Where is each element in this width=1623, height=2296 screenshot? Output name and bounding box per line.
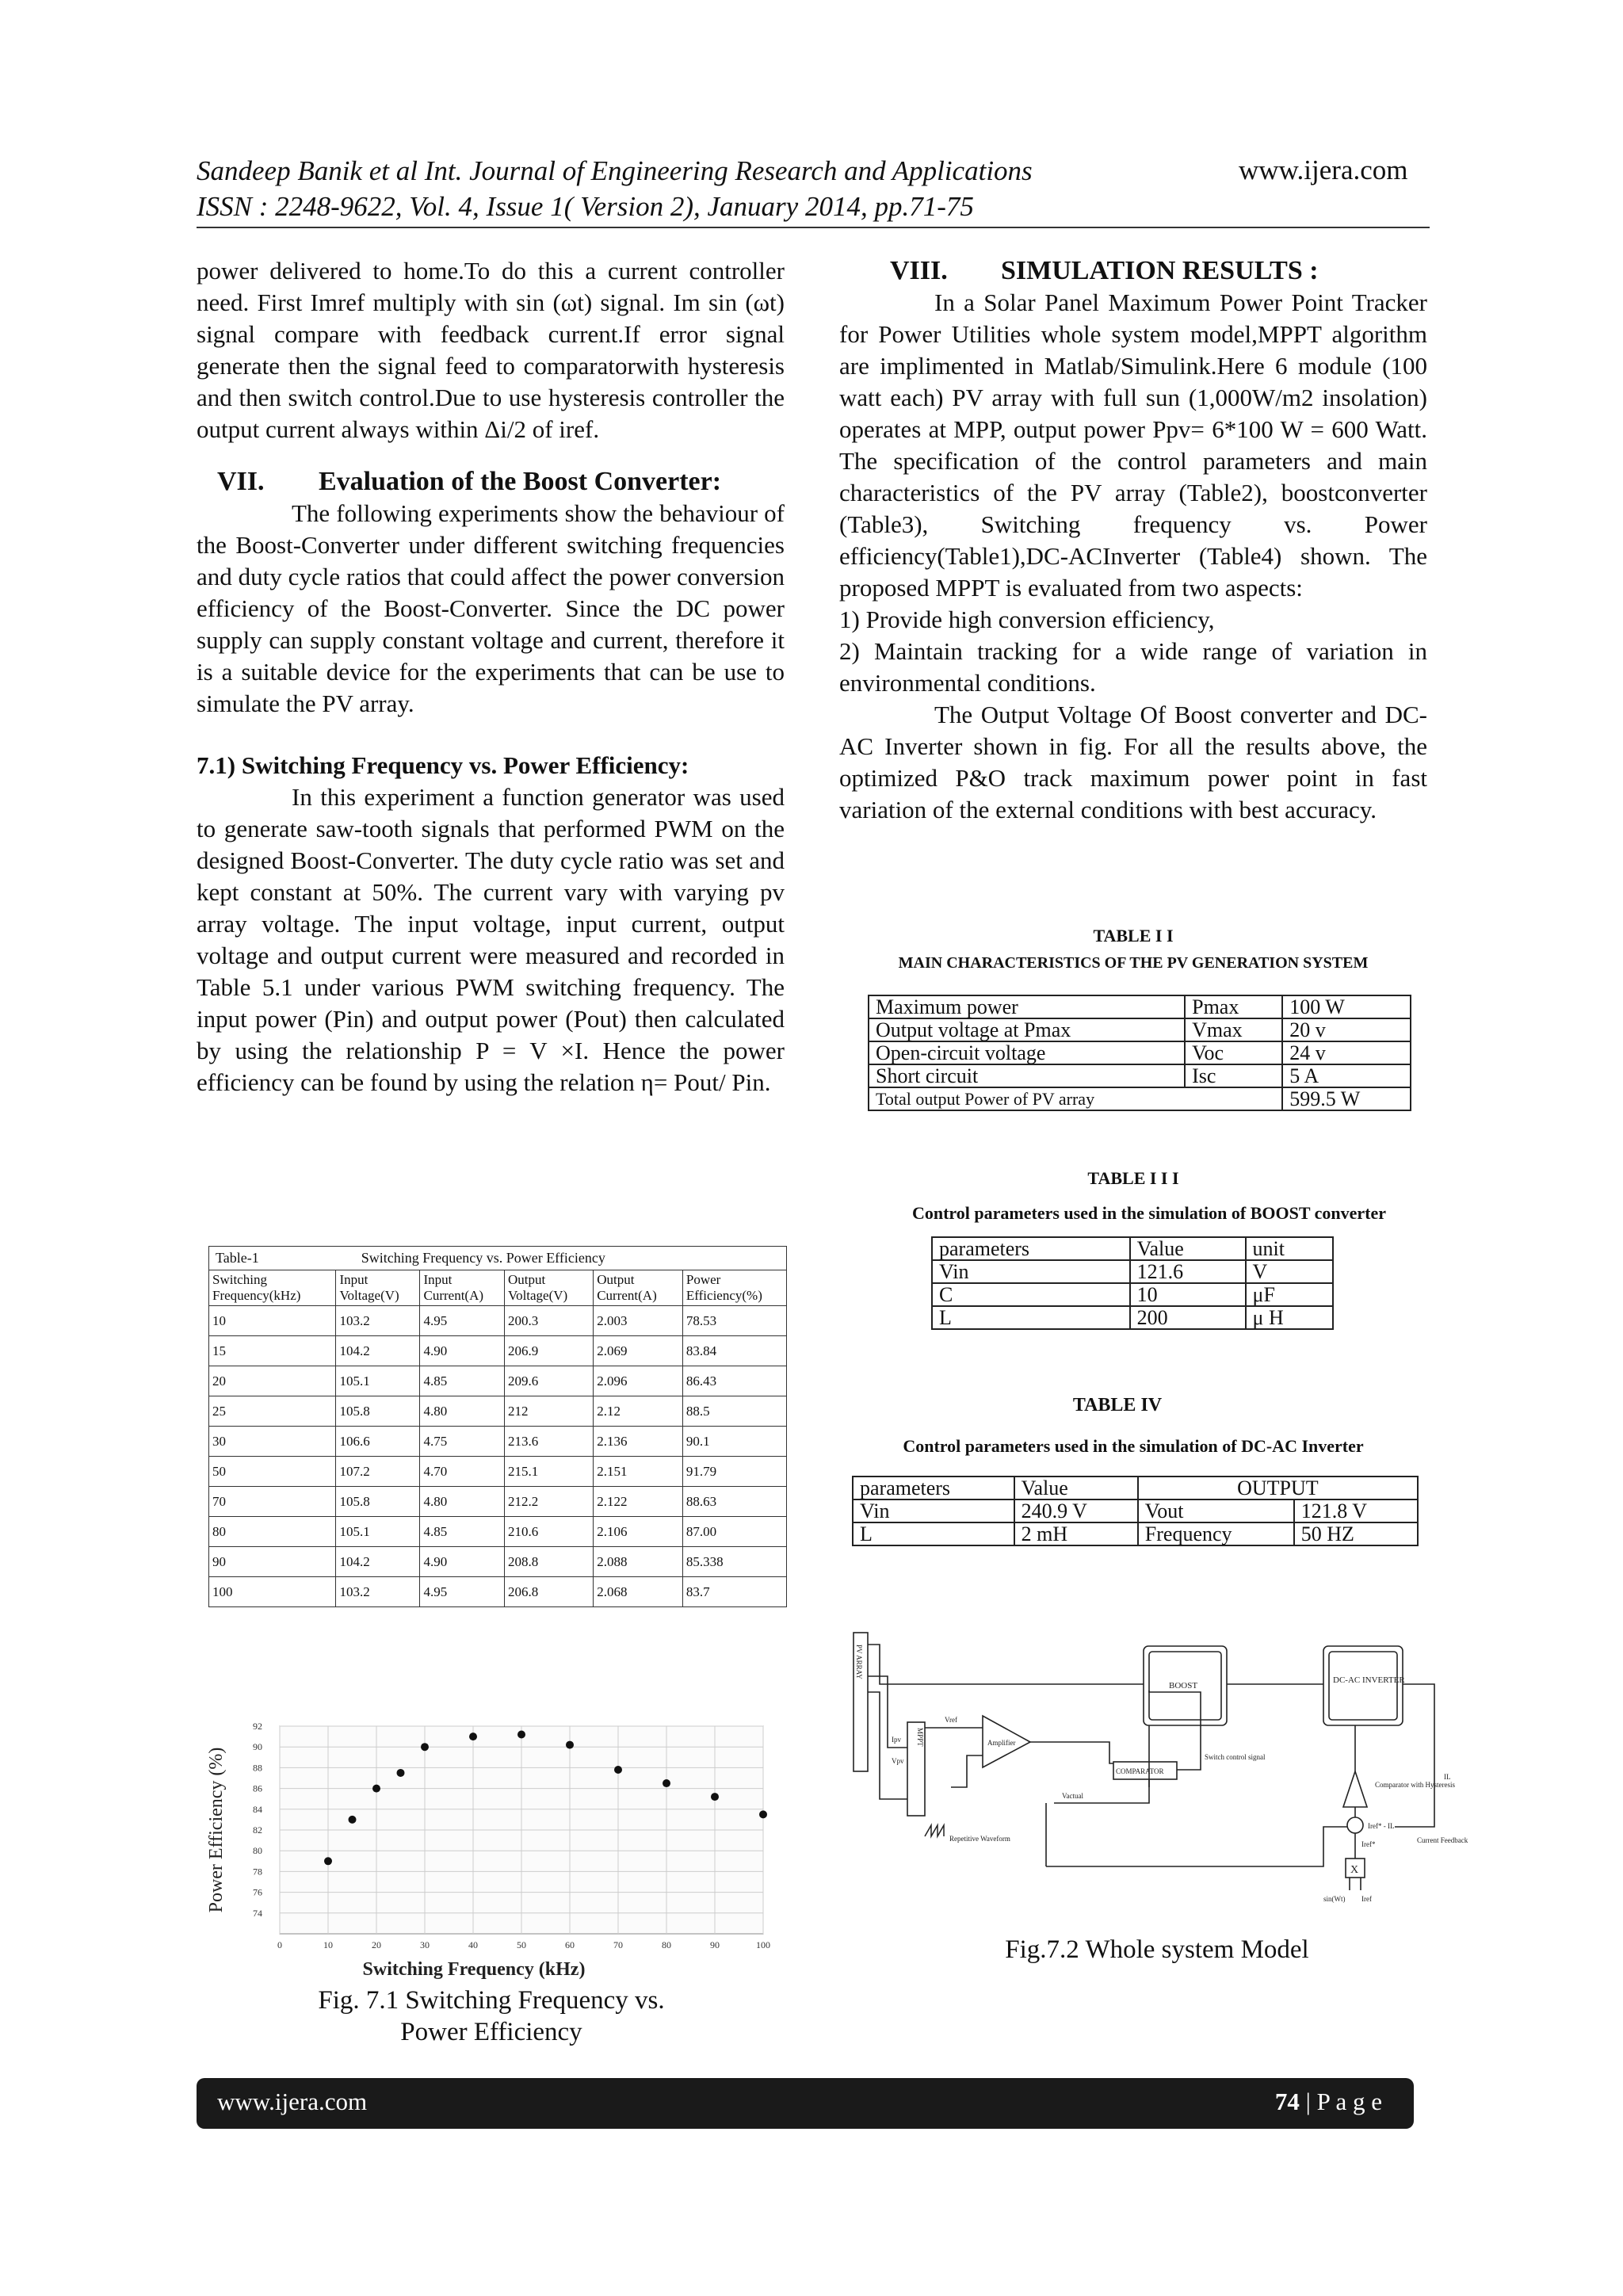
y-tick-label: 74 <box>253 1907 262 1919</box>
data-point <box>711 1793 719 1801</box>
table-cell: Voc <box>1185 1041 1282 1064</box>
table-cell: Frequency <box>1138 1522 1294 1545</box>
right-column <box>839 255 1427 826</box>
table-cell: Output voltage at Pmax <box>869 1018 1185 1041</box>
table-cell: 2 mH <box>1014 1522 1138 1545</box>
table-cell: 121.6 <box>1130 1260 1246 1283</box>
table-cell: 2.003 <box>594 1306 683 1336</box>
table-2 <box>868 995 1411 1111</box>
x-axis-label: Switching Frequency (kHz) <box>362 1959 586 1980</box>
page-number: 74 <box>1274 2088 1300 2115</box>
table-cell: 212.2 <box>504 1487 593 1517</box>
y-tick-label: 92 <box>253 1721 262 1732</box>
table-title: Control parameters used in the simulation of BOOST converter <box>911 1203 1387 1223</box>
section-title: Evaluation of the Boost Converter: <box>319 467 722 496</box>
iref2-label: Iref <box>1361 1895 1372 1903</box>
table-cell: Short circuit <box>869 1064 1185 1087</box>
hysteresis-label: Comparator with Hysteresis <box>1375 1781 1455 1789</box>
table-cell: 78.53 <box>682 1306 786 1336</box>
table-cell: 206.9 <box>504 1336 593 1366</box>
table-row <box>869 1064 1411 1087</box>
inverter-block <box>1323 1646 1403 1725</box>
table-cell: 105.1 <box>336 1517 420 1547</box>
column-header: Switching Frequency(kHz) <box>209 1270 336 1306</box>
table-row <box>869 1018 1411 1041</box>
table-cell: 107.2 <box>336 1457 420 1487</box>
y-tick-label: 90 <box>253 1741 262 1753</box>
table-header-row <box>932 1237 1333 1260</box>
table-cell: 106.6 <box>336 1427 420 1457</box>
section-title: SIMULATION RESULTS : <box>1001 256 1319 285</box>
table-cell: Vmax <box>1185 1018 1282 1041</box>
table-cell: 105.8 <box>336 1487 420 1517</box>
table-cell: 212 <box>504 1396 593 1427</box>
data-point <box>517 1730 525 1738</box>
table-cell: 90 <box>209 1547 336 1577</box>
list-item: 1) Provide high conversion efficiency, <box>839 606 1215 633</box>
table-body <box>209 1306 787 1607</box>
table-cell: 104.2 <box>336 1547 420 1577</box>
table-cell: 2.068 <box>594 1577 683 1607</box>
table-cell: 20 <box>209 1366 336 1396</box>
column-header: unit <box>1246 1237 1334 1260</box>
table-cell: 2.069 <box>594 1336 683 1366</box>
table-cell: 4.85 <box>420 1366 505 1396</box>
table-total-row <box>869 1087 1411 1110</box>
table-cell: 91.79 <box>682 1457 786 1487</box>
column-header: parameters <box>853 1477 1014 1499</box>
sawtooth-icon <box>925 1825 944 1836</box>
table-cell: 70 <box>209 1487 336 1517</box>
column-header: OUTPUT <box>1138 1477 1418 1499</box>
column-header: Output Voltage(V) <box>504 1270 593 1306</box>
left-column <box>197 255 785 1098</box>
table-cell: 85.338 <box>682 1547 786 1577</box>
table-cell: 213.6 <box>504 1427 593 1457</box>
x-tick-label: 100 <box>756 1939 770 1950</box>
table-cell: Vout <box>1138 1499 1294 1522</box>
section-heading <box>839 255 1427 287</box>
table-cell: 10 <box>209 1306 336 1336</box>
table-cell: Isc <box>1185 1064 1282 1087</box>
table-cell: 4.80 <box>420 1396 505 1427</box>
header-rule <box>197 227 1430 228</box>
table-cell: 105.8 <box>336 1396 420 1427</box>
table-row <box>209 1457 787 1487</box>
table-cell: Open-circuit voltage <box>869 1041 1185 1064</box>
table-cell: 208.8 <box>504 1547 593 1577</box>
table-cell: 4.95 <box>420 1577 505 1607</box>
table-3 <box>931 1236 1334 1330</box>
table-label: TABLE IV <box>1072 1395 1163 1415</box>
comparator-label: COMPARATOR <box>1116 1767 1164 1775</box>
table-row <box>869 995 1411 1018</box>
y-tick-label: 88 <box>253 1762 262 1774</box>
table-row <box>209 1517 787 1547</box>
table-cell: 30 <box>209 1427 336 1457</box>
column-header: Output Current(A) <box>594 1270 683 1306</box>
table-cell: 2.106 <box>594 1517 683 1547</box>
table-cell: 103.2 <box>336 1306 420 1336</box>
data-point <box>372 1785 380 1793</box>
table-cell: 83.84 <box>682 1336 786 1366</box>
boost-label: BOOST <box>1169 1681 1198 1690</box>
table-cell: V <box>1246 1260 1334 1283</box>
y-tick-label: 86 <box>253 1782 262 1794</box>
table-cell: C <box>932 1283 1130 1306</box>
x-tick-label: 50 <box>517 1939 526 1950</box>
paragraph: The following experiments show the behaviour of the Boost-Converter under different switching frequencies and duty cycle ratios that could affect the power conversion efficiency of the Boost-Converter. Since the DC power supply can supply constant voltage and current, therefore it is a suitable device for the experiments that can be use to simulate the PV array. <box>197 499 785 717</box>
table-row <box>209 1306 787 1336</box>
section-number: VIII. <box>890 256 948 285</box>
x-tick-label: 80 <box>662 1939 671 1950</box>
table-row <box>209 1577 787 1607</box>
table-row <box>869 1041 1411 1064</box>
table-cell: 88.63 <box>682 1487 786 1517</box>
total-label: Total output Power of PV array <box>869 1087 1282 1110</box>
table-cell: 80 <box>209 1517 336 1547</box>
table-cell: μ H <box>1246 1306 1334 1329</box>
table-header-row <box>853 1477 1418 1499</box>
switch-label: Switch control signal <box>1205 1753 1266 1761</box>
table-cell: 2.151 <box>594 1457 683 1487</box>
table-cell: Pmax <box>1185 995 1282 1018</box>
section-heading <box>197 466 785 498</box>
x-tick-label: 10 <box>323 1939 333 1950</box>
footer-bar <box>197 2078 1414 2129</box>
y-axis-label: Power Efficiency (%) <box>206 1747 227 1913</box>
list-item: 2) Maintain tracking for a wide range of variation in environmental conditions. <box>839 637 1427 697</box>
y-tick-label: 76 <box>253 1886 262 1898</box>
table-cell: 10 <box>1130 1283 1246 1306</box>
table-cell: 2.122 <box>594 1487 683 1517</box>
hysteresis-block <box>1343 1771 1367 1807</box>
table-cell: 105.1 <box>336 1366 420 1396</box>
table-cell: 50 <box>209 1457 336 1487</box>
current-feedback-label: Current Feedback <box>1417 1836 1468 1844</box>
mppt-label: MPPT <box>916 1728 924 1747</box>
repetitive-label: Repetitive Waveform <box>949 1835 1010 1843</box>
table-row <box>209 1487 787 1517</box>
table-cell: 4.85 <box>420 1517 505 1547</box>
issn-line: ISSN : 2248-9622, Vol. 4, Issue 1( Version 2), January 2014, pp.71-75 <box>197 191 974 222</box>
table-row <box>209 1547 787 1577</box>
table-cell: 90.1 <box>682 1427 786 1457</box>
data-point <box>421 1743 429 1751</box>
table-title: Control parameters used in the simulation of DC-AC Inverter <box>903 1436 1364 1456</box>
table-cell: L <box>932 1306 1130 1329</box>
pv-label: PV ARRAY <box>855 1645 863 1679</box>
table-cell: 210.6 <box>504 1517 593 1547</box>
table-row <box>932 1306 1333 1329</box>
table-cell: 87.00 <box>682 1517 786 1547</box>
subsection-heading: 7.1) Switching Frequency vs. Power Efficiency: <box>197 751 689 779</box>
system-diagram <box>848 1629 1468 1938</box>
table-cell: 83.7 <box>682 1577 786 1607</box>
paragraph: In a Solar Panel Maximum Power Point Tracker for Power Utilities whole system model,MPPT algorithm are implimented in Matlab/Simulink.Here 6 module (100 watt each) PV array with full sun (1,000W/m2 insolation) operates at MPP, output power Ppv= 6*100 W = 600 Watt. The specification of the control parameters and main characteristics of the PV array (Table2), boostconverter (Table3), Switching frequency vs. Power efficiency(Table1),DC-ACInverter (Table4) shown. The proposed MPPT is evaluated from two aspects: <box>839 288 1427 602</box>
table-cell: 103.2 <box>336 1577 420 1607</box>
y-tick-label: 78 <box>253 1866 262 1878</box>
vactual-label: Vactual <box>1062 1792 1083 1800</box>
table-cell: 4.90 <box>420 1547 505 1577</box>
table-row <box>209 1366 787 1396</box>
column-header: parameters <box>932 1237 1130 1260</box>
y-tick-label: 80 <box>253 1845 262 1857</box>
table-cell: Vin <box>853 1499 1014 1522</box>
x-tick-label: 90 <box>710 1939 720 1950</box>
table-row <box>209 1427 787 1457</box>
table-cell: 4.90 <box>420 1336 505 1366</box>
table-cell: 2.096 <box>594 1366 683 1396</box>
table-cell: 215.1 <box>504 1457 593 1487</box>
figure-caption: Fig. 7.1 Switching Frequency vs. Power Efficiency <box>318 1986 665 2046</box>
table-cell: 50 HZ <box>1294 1522 1418 1545</box>
table-cell: 4.75 <box>420 1427 505 1457</box>
il-label: IL <box>1444 1773 1451 1781</box>
table-cell: 86.43 <box>682 1366 786 1396</box>
summing-junction <box>1347 1817 1363 1833</box>
data-point <box>324 1857 332 1865</box>
table-row <box>853 1522 1418 1545</box>
amplifier-label: Amplifier <box>987 1739 1016 1747</box>
journal-title: Sandeep Banik et al Int. Journal of Engineering Research and Applications <box>197 155 1033 186</box>
column-header: Value <box>1130 1237 1246 1260</box>
table-row <box>209 1396 787 1427</box>
page-label: | P a g e <box>1305 2088 1382 2115</box>
data-point <box>614 1766 622 1774</box>
inverter-label: DC-AC INVERTER <box>1333 1675 1405 1685</box>
table-label: TABLE I I I <box>1087 1168 1179 1188</box>
efficiency-chart <box>204 1720 791 1981</box>
table-cell: 25 <box>209 1396 336 1427</box>
paragraph: power delivered to home.To do this a current controller need. First Imref multiply with sin (ωt) signal. Im sin (ωt) signal compare with feedback current.If error signal generate then the signal feed to comparatorwith hysteresis and then switch control.Due to use hysteresis controller the output current always within Δi/2 of iref. <box>197 257 785 443</box>
mult-label: X <box>1350 1864 1359 1876</box>
table-cell: μF <box>1246 1283 1334 1306</box>
total-value: 599.5 W <box>1282 1087 1411 1110</box>
table-cell: 100 <box>209 1577 336 1607</box>
table-cell: 100 W <box>1282 995 1411 1018</box>
data-point <box>469 1733 477 1740</box>
table-cell: 200.3 <box>504 1306 593 1336</box>
vpv-label: Vpv <box>892 1757 904 1765</box>
table-row <box>932 1260 1333 1283</box>
header-url[interactable]: www.ijera.com <box>1239 155 1408 185</box>
section-number: VII. <box>217 467 265 496</box>
column-header: Input Voltage(V) <box>336 1270 420 1306</box>
x-tick-label: 60 <box>565 1939 575 1950</box>
table-cell: 5 A <box>1282 1064 1411 1087</box>
sinwt-label: sin(Wt) <box>1323 1895 1346 1903</box>
table-title: MAIN CHARACTERISTICS OF THE PV GENERATION SYSTEM <box>898 954 1369 972</box>
data-point <box>566 1741 574 1749</box>
vref-label: Vref <box>945 1716 957 1724</box>
iref-il-label: Iref* - IL <box>1368 1822 1395 1830</box>
table-cell: L <box>853 1522 1014 1545</box>
table-cell: 200 <box>1130 1306 1246 1329</box>
table-4 <box>852 1476 1419 1546</box>
table-cell: 20 v <box>1282 1018 1411 1041</box>
data-point <box>349 1816 357 1824</box>
column-header: Value <box>1014 1477 1138 1499</box>
ipv-label: Ipv <box>892 1736 901 1744</box>
table-row <box>853 1499 1418 1522</box>
table-cell: 240.9 V <box>1014 1499 1138 1522</box>
data-point <box>759 1810 767 1818</box>
table-cell: 24 v <box>1282 1041 1411 1064</box>
column-header: Power Efficiency(%) <box>682 1270 786 1306</box>
data-point <box>663 1779 670 1787</box>
figure-caption: Fig.7.2 Whole system Model <box>1005 1935 1309 1964</box>
x-tick-label: 20 <box>372 1939 381 1950</box>
iref-label: Iref* <box>1361 1840 1376 1848</box>
table-label: Table-1 <box>216 1250 259 1266</box>
table-cell: 121.8 V <box>1294 1499 1418 1522</box>
table-cell: 4.95 <box>420 1306 505 1336</box>
footer-url[interactable]: www.ijera.com <box>217 2088 368 2115</box>
data-point <box>397 1769 405 1777</box>
table-cell: 206.8 <box>504 1577 593 1607</box>
y-tick-label: 82 <box>253 1824 262 1836</box>
table-label: TABLE I I <box>1093 926 1174 946</box>
table-cell: 15 <box>209 1336 336 1366</box>
table-header-row <box>209 1270 787 1306</box>
table-row <box>932 1283 1333 1306</box>
table-cell: Maximum power <box>869 995 1185 1018</box>
paragraph: The Output Voltage Of Boost converter and DC-AC Inverter shown in fig. For all the results above, the optimized P&O track maximum power point in fast variation of the external conditions with best accuracy. <box>839 701 1427 823</box>
x-tick-label: 0 <box>277 1939 282 1950</box>
table-cell: 2.12 <box>594 1396 683 1427</box>
x-tick-label: 70 <box>613 1939 623 1950</box>
table-title: Switching Frequency vs. Power Efficiency <box>361 1250 605 1266</box>
x-tick-label: 30 <box>420 1939 430 1950</box>
table-cell: 2.136 <box>594 1427 683 1457</box>
table-cell: Vin <box>932 1260 1130 1283</box>
table-cell: 209.6 <box>504 1366 593 1396</box>
table-cell: 88.5 <box>682 1396 786 1427</box>
paragraph: In this experiment a function generator was used to generate saw-tooth signals that performed PWM on the designed Boost-Converter. The duty cycle ratio was set and kept constant at 50%. The current vary with varying pv array voltage. The input voltage, input current, output voltage and output current were measured and recorded in Table 5.1 under various PWM switching frequency. The input power (Pin) and output power (Pout) then calculated by using the relationship P = V ×I. Hence the power efficiency can be found by using the relation η= Pout/ Pin. <box>197 783 785 1096</box>
table-1 <box>208 1246 787 1607</box>
x-tick-label: 40 <box>468 1939 478 1950</box>
table-cell: 2.088 <box>594 1547 683 1577</box>
table-cell: 4.70 <box>420 1457 505 1487</box>
column-header: Input Current(A) <box>420 1270 505 1306</box>
table-row <box>209 1336 787 1366</box>
table-cell: 4.80 <box>420 1487 505 1517</box>
table-cell: 104.2 <box>336 1336 420 1366</box>
y-tick-label: 84 <box>253 1803 262 1815</box>
